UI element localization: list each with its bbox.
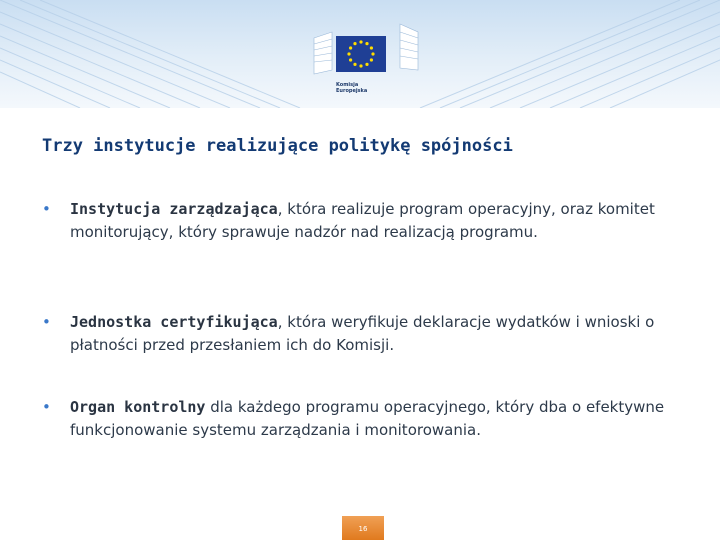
bullet-item: [42, 396, 692, 442]
logo-caption: [336, 82, 396, 94]
slide-title: Trzy instytucje realizujące politykę spójności: [42, 136, 513, 156]
logo-caption-line2: Europejska: [336, 88, 368, 94]
header-band: [0, 0, 720, 108]
bullet-bold-term: Instytucja zarządzająca: [70, 200, 278, 218]
page-number: 16: [358, 525, 368, 533]
bullet-dot-icon: •: [42, 398, 51, 416]
bullet-item: [42, 311, 692, 357]
bullet-text: [70, 311, 692, 357]
bullet-dot-icon: •: [42, 200, 51, 218]
logo-caption-line1: Komisja: [336, 82, 359, 88]
bullet-text: [70, 198, 692, 244]
eu-commission-building-flag-icon: [310, 10, 430, 80]
bullet-text: [70, 396, 692, 442]
bullet-description: dla każdego programu operacyjnego, który dba o efektywne funkcjonowanie systemu zarządzania i monitorowania.: [70, 398, 665, 439]
bullet-description: , która realizuje program operacyjny, oraz komitet monitorujący, który sprawuje nadzór nad realizacją programu.: [70, 200, 655, 241]
bullet-item: [42, 198, 692, 244]
bullet-bold-term: Organ kontrolny: [70, 398, 206, 416]
bullet-bold-term: Jednostka certyfikująca: [70, 313, 278, 331]
bullet-description: , która weryfikuje deklaracje wydatków i wnioski o płatności przed przesłaniem ich do Komisji.: [70, 313, 655, 354]
bullet-dot-icon: •: [42, 313, 51, 331]
eu-commission-logo: [310, 10, 430, 106]
page-number-badge: [342, 516, 384, 540]
